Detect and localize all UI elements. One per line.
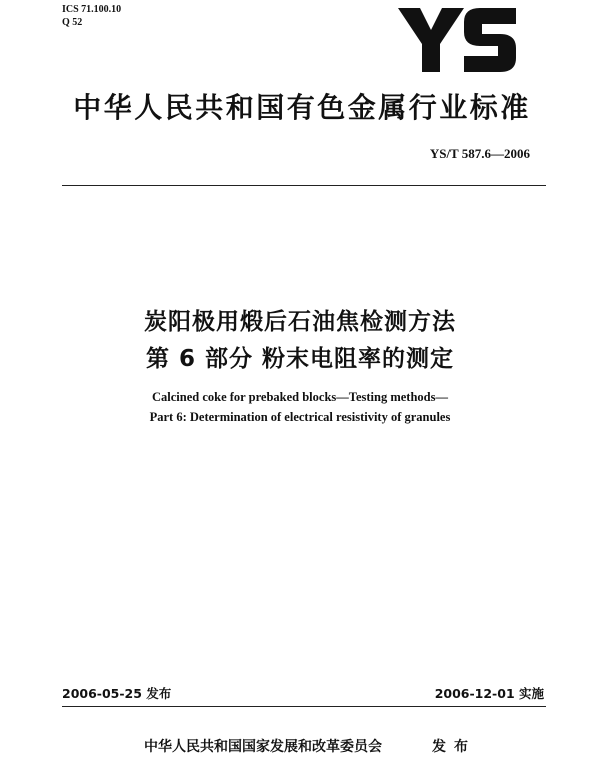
classification-codes [62, 3, 121, 29]
english-title-line-1: Calcined coke for prebaked blocks—Testing methods— [152, 390, 448, 404]
ys-logo [398, 8, 518, 72]
footer-divider [62, 706, 546, 707]
issuing-authority: 中华人民共和国国家发展和改革委员会 [144, 739, 382, 755]
header-divider [62, 185, 546, 186]
implementation-date: 2006-12-01 实施 [434, 686, 544, 701]
chinese-title-line-1: 炭阳极用煅后石油焦检测方法 [144, 309, 456, 335]
ics-code: ICS 71.100.10 [62, 4, 122, 15]
issue-date: 2006-05-25 发布 [62, 686, 172, 701]
publish-label: 发布 [432, 739, 476, 755]
standard-number: YS/T 587.6—2006 [429, 146, 530, 161]
ccs-code: Q 52 [62, 17, 83, 28]
standard-category-title: 中华人民共和国有色金属行业标准 [73, 91, 531, 124]
english-title-line-2: Part 6: Determination of electrical resistivity of granules [149, 410, 451, 424]
chinese-title-line-2: 第 6 部分 粉末电阻率的测定 [145, 346, 455, 372]
